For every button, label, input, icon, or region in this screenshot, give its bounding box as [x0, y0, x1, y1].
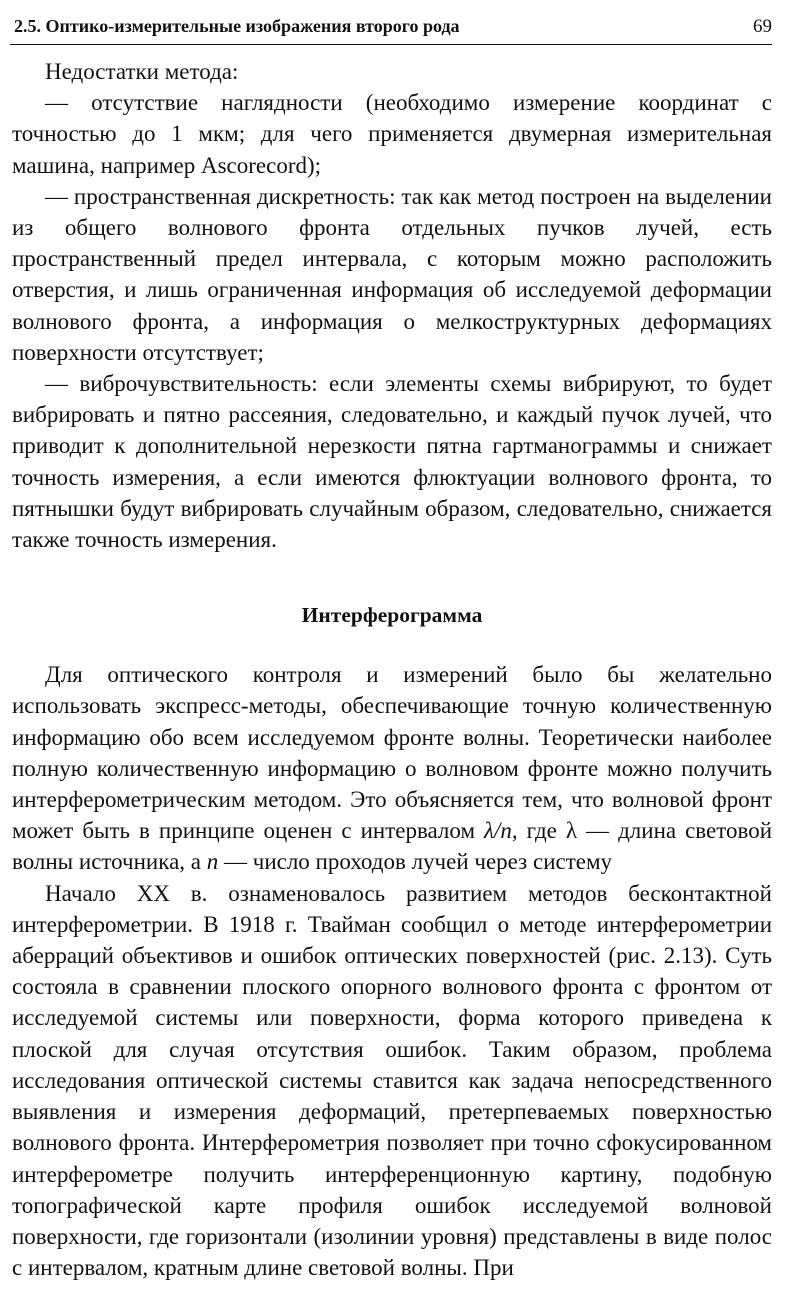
- paragraph-interferometry-intro: Для оптического контроля и измерений было бы желательно использовать экспресс-методы, обеспечивающие точную количественную информацию обо всем исследуемом фронте волны. Теоретически наиболее полную количественную информацию о волновом фронте можно получить интерферометрическим методом. Это объясняется тем, что волновой фронт может быть в принципе оценен с интервалом λ/n, где λ — длина световой волны источника, а n — число проходов лучей через систему: [12, 662, 772, 875]
- paragraph-drawback-vibration: — виброчувствительность: если элементы схемы вибрируют, то будет вибрировать и пятно рассеяния, следовательно, и каждый пучок лучей, что приводит к дополнительной нерезкости пятна гартманограммы и снижает точность измерения, а если имеются флюктуации волнового фронта, то пятнышки будут вибрировать случайным образом, следовательно, снижается также точность измерения.: [12, 371, 772, 553]
- running-title: 2.5. Оптико-измерительные изображения второго рода: [14, 16, 460, 36]
- page-number: 69: [753, 16, 772, 37]
- paragraph-drawback-discreteness: — пространственная дискретность: так как метод построен на выделении из общего волнового фронта отдельных пучков лучей, есть пространственный предел интервала, с которым можно расположить отверстия, и лишь ограниченная информация об исследуемой деформации волнового фронта, а информация о мелкоструктурных деформациях поверхности отсутствует;: [12, 183, 772, 365]
- section-heading: Интерферограмма: [301, 603, 483, 628]
- paragraph-drawback-visibility: — отсутствие наглядности (необходимо измерение координат с точностью до 1 мкм; для чего применяется двумерная измерительная машина, например Ascorecord);: [12, 90, 772, 178]
- n-symbol: n: [206, 849, 219, 875]
- lambda-symbol: λ: [565, 818, 578, 844]
- lambda-over-n: λ/n: [484, 818, 512, 844]
- paragraph-drawbacks-intro: Недостатки метода:: [45, 59, 239, 84]
- running-header: [10, 14, 772, 45]
- paragraph-twyman-history: Начало XX в. ознаменовалось развитием методов бесконтактной интерферометрии. В 1918 г. Тваймaн сообщил о методе интерферометрии аберраций объективов и ошибок оптических поверхностей (рис. 2.13). Суть состояла в сравнении плоского опорного волнового фронта с фронтом от исследуемой системы или поверхности, форма которого приведена к плоской для случая отсутствия ошибок. Таким образом, проблема исследования оптической системы ставится как задача непосредственного выявления и измерения деформаций, претерпеваемых поверхностью волнового фронта. Интерферометрия позволяет при точно сфокусированном интерферометре получить интерференционную картину, подобную топографической карте профиля ошибок исследуемой волновой поверхности, где горизонтали (изолинии уровня) представлены в виде полос с интервалом, кратным длине световой волны. При: [12, 880, 772, 1281]
- page-body: [12, 56, 772, 1283]
